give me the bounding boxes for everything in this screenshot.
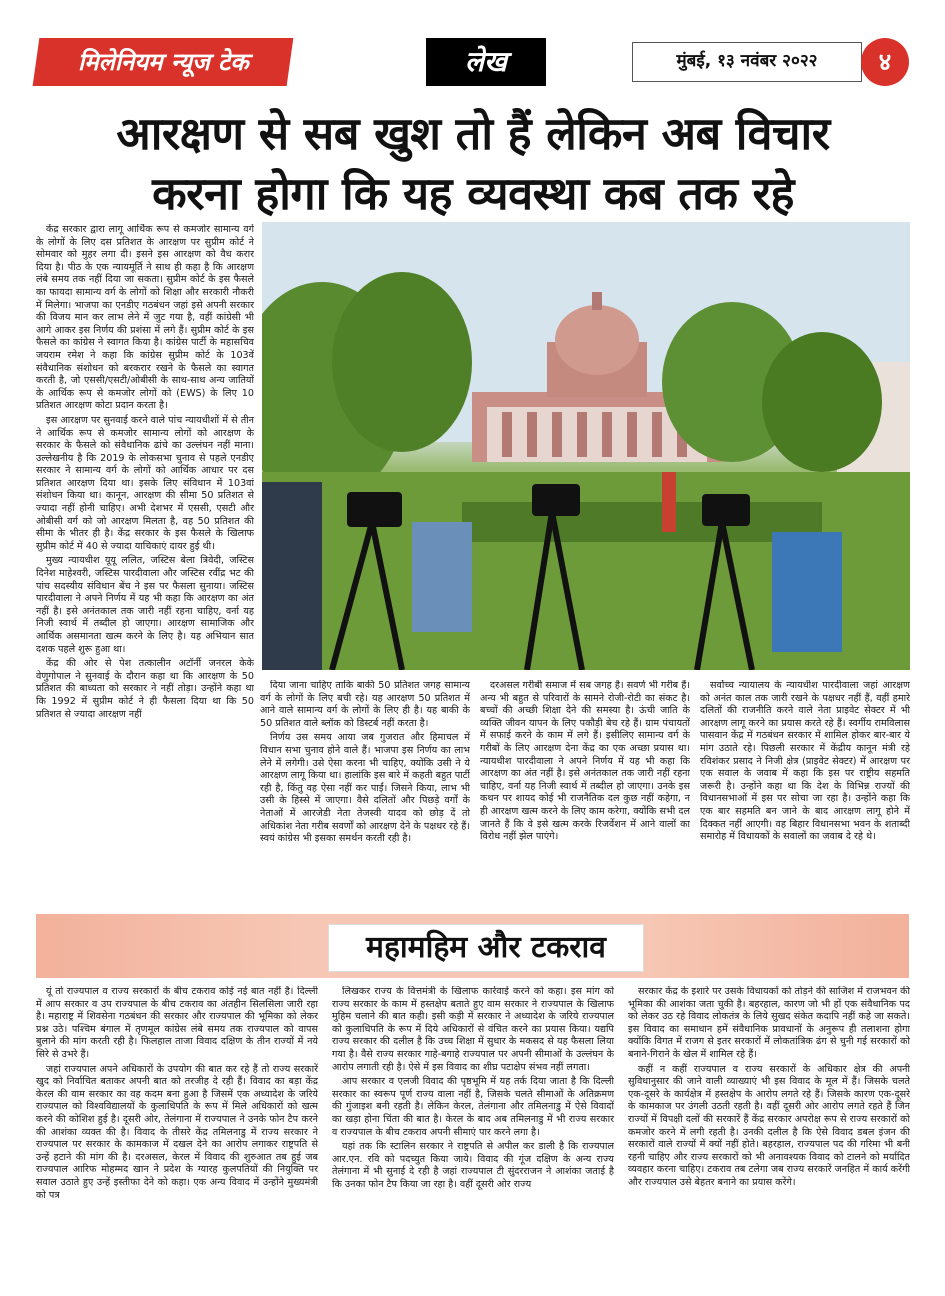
article2-column-3 [628, 986, 910, 1266]
page-number: ४ [861, 38, 909, 86]
paragraph: इस आरक्षण पर सुनवाई करने वाले पांच न्यायधीशों में से तीन ने आर्थिक रूप से कमजोर सामान्य लोगों को आरक्षण के सरकार के फैसले को संवैधानिक ढांचे का उल्लंघन नहीं माना। उल्लेखनीय है कि 2019 के लोकसभा चुनाव से पहले एनडीए सरकार ने सामान्य वर्ग के लोगों को आर्थिक आधार पर दस प्रतिशत आरक्षण दिया था। इसके लिए संविधान में 103वां संशोधन किया था। कानून, आरक्षण की सीमा 50 प्रतिशत से ज्यादा नहीं होनी चाहिए। अभी देशभर में एससी, एसटी और ओबीसी वर्ग को जो आरक्षण मिलता है, वह 50 प्रतिशत की सीमा के भीतर ही है। केंद्र सरकार के इस फैसले के खिलाफ सुप्रीम कोर्ट में 40 से ज्यादा याचिकाएं दायर हुई थी। [36, 414, 254, 552]
paragraph: यहां तक कि स्टालिन सरकार ने राष्ट्रपति से अपील कर डाली है कि राज्यपाल आर.एन. रवि को पदच्युत किया जाये। विवाद की गूंज दक्षिण के अन्य राज्य तेलंगाना में भी सुनाई दे रही है जहां राज्यपाल टी सुंदरराजन ने आशंका जताई है कि उनका फोन टैप किया जा रहा है। वहीं दूसरी ओर राज्य [332, 1141, 614, 1190]
newspaper-logo: मिलेनियम न्यूज टेक [33, 38, 294, 86]
article2-title: महामहिम और टकराव [328, 924, 644, 972]
article2-column-1 [36, 986, 318, 1266]
article1-column-4 [700, 680, 910, 908]
paragraph: लिखकर राज्य के वित्तमंत्री के खिलाफ कार्रवाई करने को कहा। इस मांग को राज्य सरकार के काम में हस्तक्षेप बताते हुए वाम सरकार ने राज्यपाल के खिलाफ मुहिम चलाने की बात कही। इसी कड़ी में सरकार ने अध्यादेश के जरिये राज्यपाल को कुलाधिपति के रूप में दिये अधिकारों से वंचित करने का प्रयास किया। यद्यपि राज्य सरकार की दलील है कि उच्च शिक्षा में सुधार के मकसद से यह फैसला लिया गया है। वैसे राज्य सरकार गाहे-बगाहे राज्यपाल पर अपनी सीमाओं के उल्लंघन के आरोप लगाती रही है। ऐसे में इस विवाद का शीघ्र पटाक्षेप संभव नहीं लगता। [332, 986, 614, 1073]
article1-column-2 [260, 680, 470, 908]
headline-line-1: आरक्षण से सब खुश तो हैं लेकिन अब विचार [116, 107, 830, 160]
paragraph: आप सरकार व एलजी विवाद की पृष्ठभूमि में यह तर्क दिया जाता है कि दिल्ली सरकार का स्वरूप पूर्ण राज्य वाला नहीं है, जिसके चलते सीमाओं के अतिक्रमण की गुंजाइश बनी रहती है। लेकिन केरल, तेलंगाना और तमिलनाडु में ऐसे विवादों का खड़ा होना चिंता की बात है। केरल के बाद अब तमिलनाडु में भी राज्य सरकार व राज्यपाल के बीच टकराव अपनी सीमाएं पार करने लगा है। [332, 1076, 614, 1138]
paragraph: केंद्र की ओर से पेश तत्कालीन अटॉर्नी जनरल केके वेणुगोपाल ने सुनवाई के दौरान कहा था कि आरक्षण के 50 प्रतिशत की बाध्यता को सरकार ने नहीं तोड़ा। उन्होंने कहा था कि 1992 में सुप्रीम कोर्ट ने ही फैसला दिया था कि 50 प्रतिशत से ज्यादा आरक्षण नहीं [36, 658, 254, 720]
paragraph: यूं तो राज्यपाल व राज्य सरकारों के बीच टकराव कोई नई बात नहीं है। दिल्ली में आप सरकार व उप राज्यपाल के बीच टकराव का अंतहीन सिलसिला जारी रहा है। महाराष्ट्र में शिवसेना गठबंधन की सरकार और राज्यपाल की भूमिका को लेकर प्रश्न उठे। पश्चिम बंगाल में तृणमूल कांग्रेस लंबे समय तक राज्यपाल को वापस बुलाने की मांग करती रही है। फिलहाल ताजा विवाद दक्षिण के तीन राज्यों में नये सिरे से उभरे हैं। [36, 986, 318, 1060]
dateline: मुंबई, १३ नवंबर २०२२ [632, 42, 862, 82]
masthead [36, 38, 909, 86]
paragraph: जहां राज्यपाल अपने अधिकारों के उपयोग की बात कर रहे हैं तो राज्य सरकारें खुद को निर्वाचित बताकर अपनी बात को तरजीह दे रही हैं। विवाद का बड़ा केंद्र केरल की वाम सरकार का वह कदम बना हुआ है जिसमें एक अध्यादेश के जरिये राज्यपाल को विश्वविद्यालयों के कुलाधिपति के रूप में मिले अधिकारों को खत्म करने की कोशिश हुई है। दूसरी ओर, तेलंगाना में राज्यपाल ने उनके फोन टैप करने की आशंका व्यक्त की है। विवाद के तीसरे केंद्र तमिलनाडु में राज्य सरकार ने राज्यपाल पर सरकार के कामकाज में दखल देने का आरोप लगाकर राष्ट्रपति से उन्हें हटाने की मांग की है। दरअसल, केरल में विवाद की शुरुआत तब हुई जब राज्यपाल आरिफ मोहम्मद खान ने प्रदेश के ग्यारह कुलपतियों की नियुक्ति पर सवाल उठाते हुए उन्हें इस्तीफा देने को कहा। एक अन्य विवाद में उन्होंने मुख्यमंत्री को पत्र [36, 1063, 318, 1201]
paragraph: सरकार केंद्र के इशारे पर उसके विधायकों को तोड़ने की साजिश में राजभवन की भूमिका की आशंका जता चुकी है। बहरहाल, कारण जो भी हों एक संवैधानिक पद को लेकर उठ रहे विवाद लोकतंत्र के लिये सुखद संकेत कदापि नहीं कहे जा सकते। इस विवाद का समाधान हमें संवैधानिक प्रावधानों के अनुरूप ही तलाशना होगा क्योंकि विगत में राजग से इतर सरकारों में लोकतांत्रिक ढंग से चुनी गई सरकारों को बनाने-गिराने के खेल में शामिल रहे हैं। [628, 986, 910, 1060]
paragraph: कहीं न कहीं राज्यपाल व राज्य सरकारों के अधिकार क्षेत्र की अपनी सुविधानुसार की जाने वाली व्याख्याएं भी इस विवाद के मूल में हैं। जिसके चलते एक-दूसरे के कार्यक्षेत्र में हस्तक्षेप के आरोप लगते रहे हैं। जिसके कारण एक-दूसरे के कामकाज पर उंगली उठती रहती है। वहीं दूसरी ओर आरोप लगते रहते हैं जिन राज्यों में विपक्षी दलों की सरकारें हैं केंद्र सरकार अपरोक्ष रूप से राज्य सरकारों को कमजोर करने में लगी रहती है। उनकी दलील है कि ऐसे विवाद डबल इंजन की सरकारों वाले राज्यों में क्यों नहीं होते। बहरहाल, राज्यपाल पद की गरिमा भी बनी रहनी चाहिए और राज्य सरकारों को भी अनावश्यक विवाद को टालने को मर्यादित व्यवहार करना चाहिए। टकराव तब टलेगा जब राज्य सरकारें जनहित में कार्य करेंगी और राज्यपाल उसे बेहतर बनाने का प्रयास करेंगे। [628, 1063, 910, 1188]
section-banner [36, 914, 909, 978]
headline-line-2: करना होगा कि यह व्यवस्था कब तक रहे [152, 167, 794, 220]
paragraph: मुख्य न्यायधीश यूयू ललित, जस्टिस बेला त्रिवेदी, जस्टिस दिनेश माहेश्वरी, जस्टिस पारदीवाला और जस्टिस रवींद्र भट की पांच सदस्यीय संविधान बेंच ने इस पर फैसला सुनाया। जस्टिस पारदीवाला ने अपने निर्णय में यह भी कहा कि आरक्षण का अंत नहीं है। इसे अनंतकाल तक जारी नहीं रहना चाहिए, वर्ना यह निजी स्वार्थ में तब्दील हो जाएगा। आरक्षण सामाजिक और आर्थिक असमानता खत्म करने के लिए है। यह अभियान सात दशक पहले शुरू हुआ था। [36, 555, 254, 655]
paragraph: निर्णय उस समय आया जब गुजरात और हिमाचल में विधान सभा चुनाव होने वाले हैं। भाजपा इस निर्णय का लाभ लेने में लगेगी। उसे ऐसा करना भी चाहिए, क्योंकि उसी ने ये आरक्षण लागू किया था। हालांकि इस बारे में कहती बहुत पार्टी रही है, किंतु वह ऐसा नहीं कर पाईं। जिसने किया, लाभ भी उसी के हिस्से में जाएगा। वैसे दलितों और पिछड़े वर्गों के नेताओं में आरजेडी नेता तेजस्वी यादव को छोड़ दें तो अधिकांश नेता गरीब सवर्णों को आरक्षण देने के पक्षधर रहे हैं। स्वयं कांग्रेस भी इसका समर्थन करती रही है। [260, 732, 470, 845]
paragraph: सर्वोच्च न्यायालय के न्यायधीश पारदीवाला जहां आरक्षण को अनंत काल तक जारी रखने के पक्षधर नहीं हैं, वहीं हमारे दलितों की राजनीति करने वाले नेता प्राइवेट सेक्टर में भी आरक्षण लागू करने का प्रयास करते रहे हैं। स्वर्गीय रामविलास पासवान केंद्र में गठबंधन सरकार में शामिल होकर बार-बार ये मांग उठाते रहे। पिछली सरकार में केंद्रीय कानून मंत्री रहे रविशंकर प्रसाद ने निजी क्षेत्र (प्राइवेट सेक्टर) में आरक्षण पर एक सवाल के जवाब में कहा कि इस पर राष्ट्रीय सहमति जरूरी है। उन्होंने कहा था कि देश के विभिन्न राज्यों की विधानसभाओं में इस पर सोचा जा रहा है। उन्होंने कहा कि एक बार सहमति बन जाने के बाद आरक्षण लागू होने में दिक्कत नहीं आएगी। वह बिहार विधानसभा भवन के शताब्दी समारोह में विधायकों के सवालों का जवाब दे रहे थे। [700, 680, 910, 843]
article2-column-2 [332, 986, 614, 1266]
section-label: लेख [426, 38, 546, 86]
page-headline [40, 104, 906, 224]
paragraph: दरअसल गरीबी समाज में सब जगह है। सवर्ण भी गरीब हैं। अन्य भी बहुत से परिवारों के सामने रोजी-रोटी का संकट है। बच्चों की अच्छी शिक्षा देने की समस्या है। ऊंची जाति के व्यक्ति जीवन यापन के लिए पकौड़ी बेच रहे हैं। ग्राम पंचायतों में सफाई करने के काम में लगे हैं। इसीलिए सामान्य वर्ग के गरीबों के लिए आरक्षण देना केंद्र का एक अच्छा प्रयास था। न्यायधीश पारदीवाला ने अपने निर्णय में यह भी कहा कि आरक्षण का अंत नहीं है। इसे अनंतकाल तक जारी नहीं रहना चाहिए, वर्ना यह निजी स्वार्थ में तब्दील हो जाएगा। उनके इस कथन पर शायद कोई भी राजनैतिक दल कुछ नहीं कहेगा, न ही आरक्षण खत्म करने के लिए काम करेगा, क्योंकि सभी दल जानते हैं कि वे इसे खत्म करके रिजर्वेशन में आने वालों का विरोध नहीं झेल पाएंगे। [480, 680, 690, 843]
article1-column-1 [36, 224, 254, 910]
paragraph: दिया जाना चाहिए ताकि बाकी 50 प्रतिशत जगह सामान्य वर्ग के लोगों के लिए बची रहे। यह आरक्षण 50 प्रतिशत में आने वाले सामान्य वर्ग के लोगों के लिए ही है। यह बाकी के 50 प्रतिशत वाले ब्लॉक को डिस्टर्ब नहीं करता है। [260, 680, 470, 729]
paragraph: केंद्र सरकार द्वारा लागू आर्थिक रूप से कमजोर सामान्य वर्ग के लोगों के लिए दस प्रतिशत के आरक्षण पर सुप्रीम कोर्ट ने सोमवार को मुहर लगा दी। इसने इस आरक्षण को वैध करार दिया है। पीठ के एक न्यायमूर्ति ने साथ ही कहा है कि आरक्षण लंबे समय तक नहीं दिया जा सकता। सुप्रीम कोर्ट के इस फैसले का फायदा सामान्य वर्ग के लोगों को शिक्षा और सरकारी नौकरी में मिलेगा। भाजपा का एनडीए गठबंधन जहां इसे अपनी सरकार की विजय मान कर लाभ लेने में जुट गया है, वहीं कांग्रेसी भी आगे आकर इस निर्णय की प्रशंसा में लगे हैं। सुप्रीम कोर्ट के इस फैसले का कांग्रेस ने स्वागत किया है। कांग्रेस पार्टी के महासचिव जयराम रमेश ने कहा कि कांग्रेस सुप्रीम कोर्ट के 103वें संवैधानिक संशोधन को बरकरार रखने के फैसले का स्वागत करती है, जो एससी/एसटी/ओबीसी के साथ-साथ अन्य जातियों के आर्थिक रूप से कमजोर लोगों को (EWS) के लिए 10 प्रतिशत आरक्षण कोटा प्रदान करता है। [36, 224, 254, 412]
article1-column-3 [480, 680, 690, 908]
supreme-court-photo [262, 222, 910, 670]
